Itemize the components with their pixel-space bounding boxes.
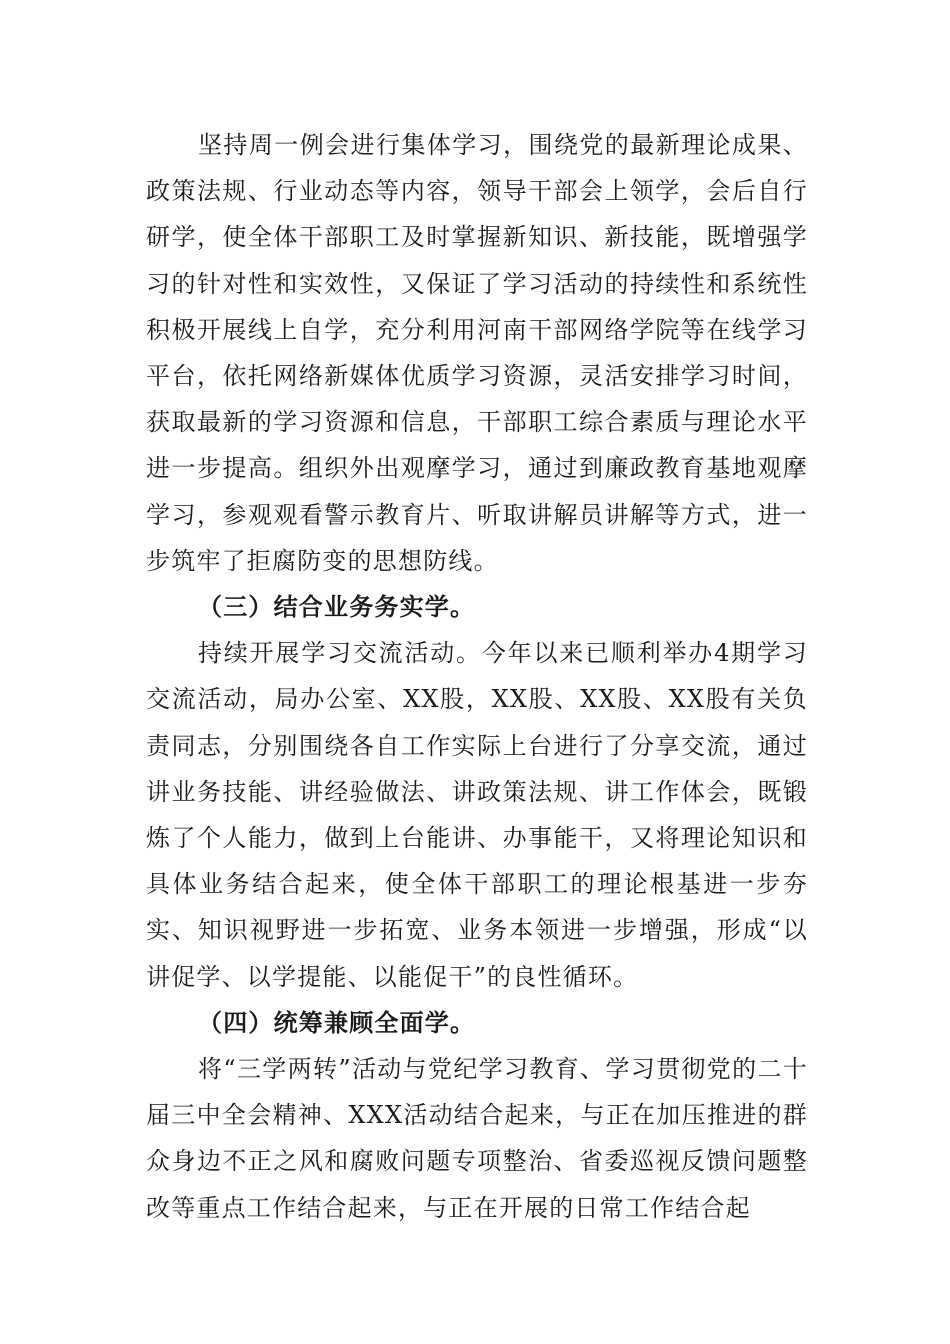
- paragraph-exchange-activities: 持续开展学习交流活动。今年以来已顺利举办4期学习交流活动，局办公室、XX股，XX股、XX股、XX股有关负责同志，分别围绕各自工作实际上台进行了分享交流，通过讲业务技能、讲经验做法、讲政策法规、讲工作体会，既锻炼了个人能力，做到上台能讲、办事能干，又将理论知识和具体业务结合起来，使全体干部职工的理论根基进一步夯实、知识视野进一步拓宽、业务本领进一步增强，形成“以讲促学、以学提能、以能促干”的良性循环。: [146, 639, 808, 991]
- paragraph-comprehensive-study: 将“三学两转”活动与党纪学习教育、学习贯彻党的二十届三中全会精神、XXX活动结合起来，与正在加压推进的群众身边不正之风和腐败问题专项整治、省委巡视反馈问题整改等重点工作结合起来，与正在开展的日常工作结合起: [146, 1055, 808, 1222]
- document-body: [146, 122, 808, 1231]
- section-heading-four: （四）统筹兼顾全面学。: [198, 1007, 476, 1037]
- paragraph-collective-study: 坚持周一例会进行集体学习，围绕党的最新理论成果、政策法规、行业动态等内容，领导干部会上领学，会后自行研学，使全体干部职工及时掌握新知识、新技能，既增强学习的针对性和实效性，又保证了学习活动的持续性和系统性积极开展线上自学，充分利用河南干部网络学院等在线学习平台，依托网络新媒体优质学习资源，灵活安排学习时间，获取最新的学习资源和信息，干部职工综合素质与理论水平进一步提高。组织外出观摩学习，通过到廉政教育基地观摩学习，参观观看警示教育片、听取讲解员讲解等方式，进一步筑牢了拒腐防变的思想防线。: [146, 131, 808, 575]
- section-heading-three: （三）结合业务务实学。: [198, 592, 476, 622]
